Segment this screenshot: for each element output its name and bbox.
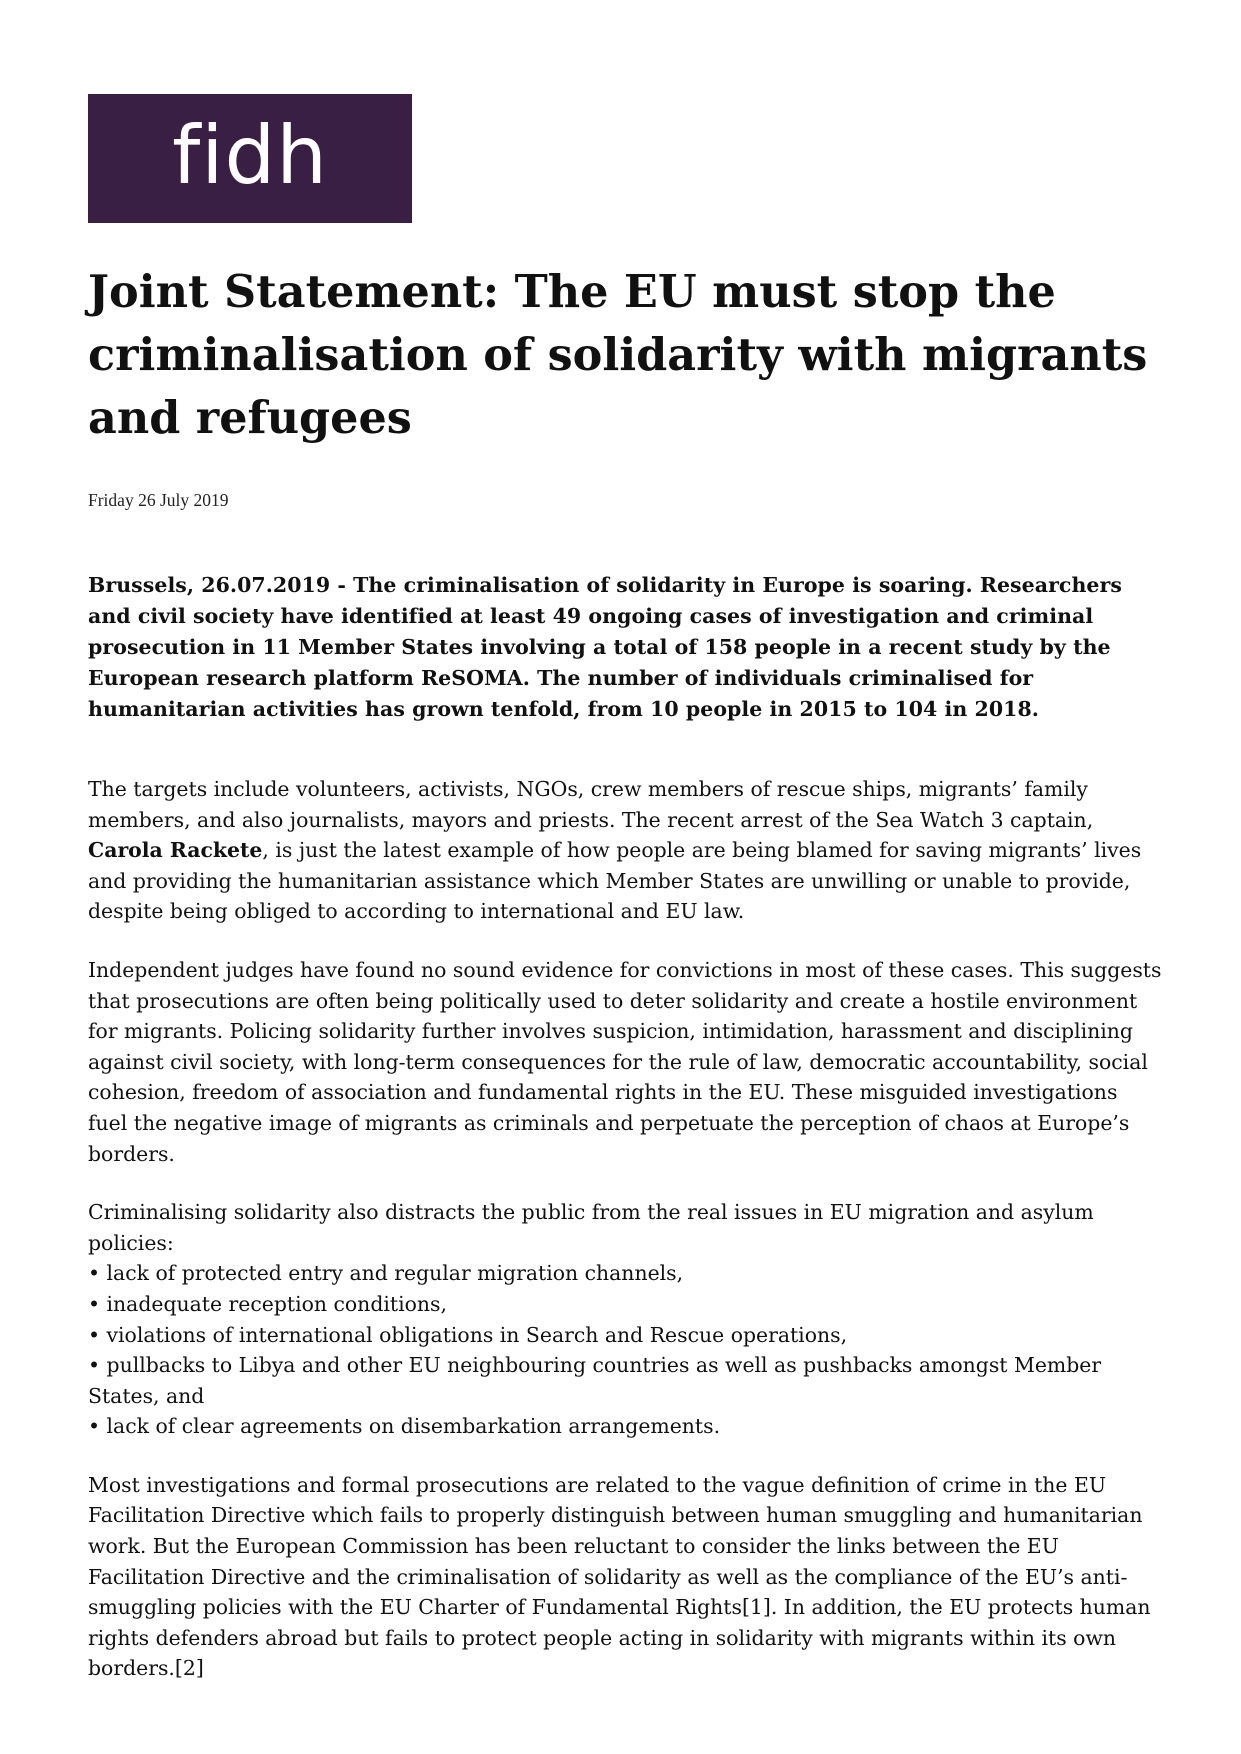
paragraph-targets	[88, 774, 1163, 927]
person-name-bold: Carola Rackete	[88, 838, 263, 863]
paragraph-directive: Most investigations and formal prosecutions are related to the vague definition of crime in the EU Facilitation Directive which fails to properly distinguish between human smuggling and humanitarian work. But the European Commission has been reluctant to consider the links between the EU Facilitation Directive and the criminalisation of solidarity as well as the compliance of the EU’s anti-smuggling policies with the EU Charter of Fundamental Rights[1]. In addition, the EU protects human rights defenders abroad but fails to protect people acting in solidarity with migrants within its own borders.[2]	[88, 1472, 1151, 1681]
list-item: • inadequate reception conditions,	[88, 1289, 1163, 1320]
issues-list	[88, 1258, 1163, 1442]
fidh-logo	[88, 94, 412, 223]
list-item: • pullbacks to Libya and other EU neighbouring countries as well as pushbacks amongst Member States, and	[88, 1350, 1163, 1411]
list-item: • lack of clear agreements on disembarkation arrangements.	[88, 1411, 1163, 1442]
list-item: • lack of protected entry and regular migration channels,	[88, 1258, 1163, 1289]
document-page	[88, 94, 1163, 1684]
article-lead: Brussels, 26.07.2019 - The criminalisation of solidarity in Europe is soaring. Researchers and civil society have identified at least 49 ongoing cases of investigation and criminal prosecution in 11 Member States involving a total of 158 people in a recent study by the European research platform ReSOMA. The number of individuals criminalised for humanitarian activities has grown tenfold, from 10 people in 2015 to 104 in 2018.	[88, 573, 1122, 721]
paragraph-intro: Criminalising solidarity also distracts the public from the real issues in EU migration and asylum policies:	[88, 1200, 1094, 1255]
article-date: Friday 26 July 2019	[88, 490, 229, 510]
article-title: Joint Statement: The EU must stop the criminalisation of solidarity with migrants and refugees	[88, 266, 1148, 444]
paragraph-distracts	[88, 1197, 1163, 1442]
paragraph-judges: Independent judges have found no sound evidence for convictions in most of these cases. This suggests that prosecutions are often being politically used to deter solidarity and create a hostile environment for migrants. Policing solidarity further involves suspicion, intimidation, harassment and disciplining against civil society, with long-term consequences for the rule of law, democratic accountability, social cohesion, freedom of association and fundamental rights in the EU. These misguided investigations fuel the negative image of migrants as criminals and perpetuate the perception of chaos at Europe’s borders.	[88, 957, 1162, 1166]
paragraph-text: , is just the latest example of how people are being blamed for saving migrants’ lives and providing the humanitarian assistance which Member States are unwilling or unable to provide, despite being obliged to according to international and EU law.	[88, 838, 1142, 924]
logo-text: fidh	[172, 109, 328, 202]
paragraph-text: The targets include volunteers, activists, NGOs, crew members of rescue ships, migrants’ family members, and also journalists, mayors and priests. The recent arrest of the Sea Watch 3 captain,	[88, 777, 1094, 832]
list-item: • violations of international obligations in Search and Rescue operations,	[88, 1320, 1163, 1351]
